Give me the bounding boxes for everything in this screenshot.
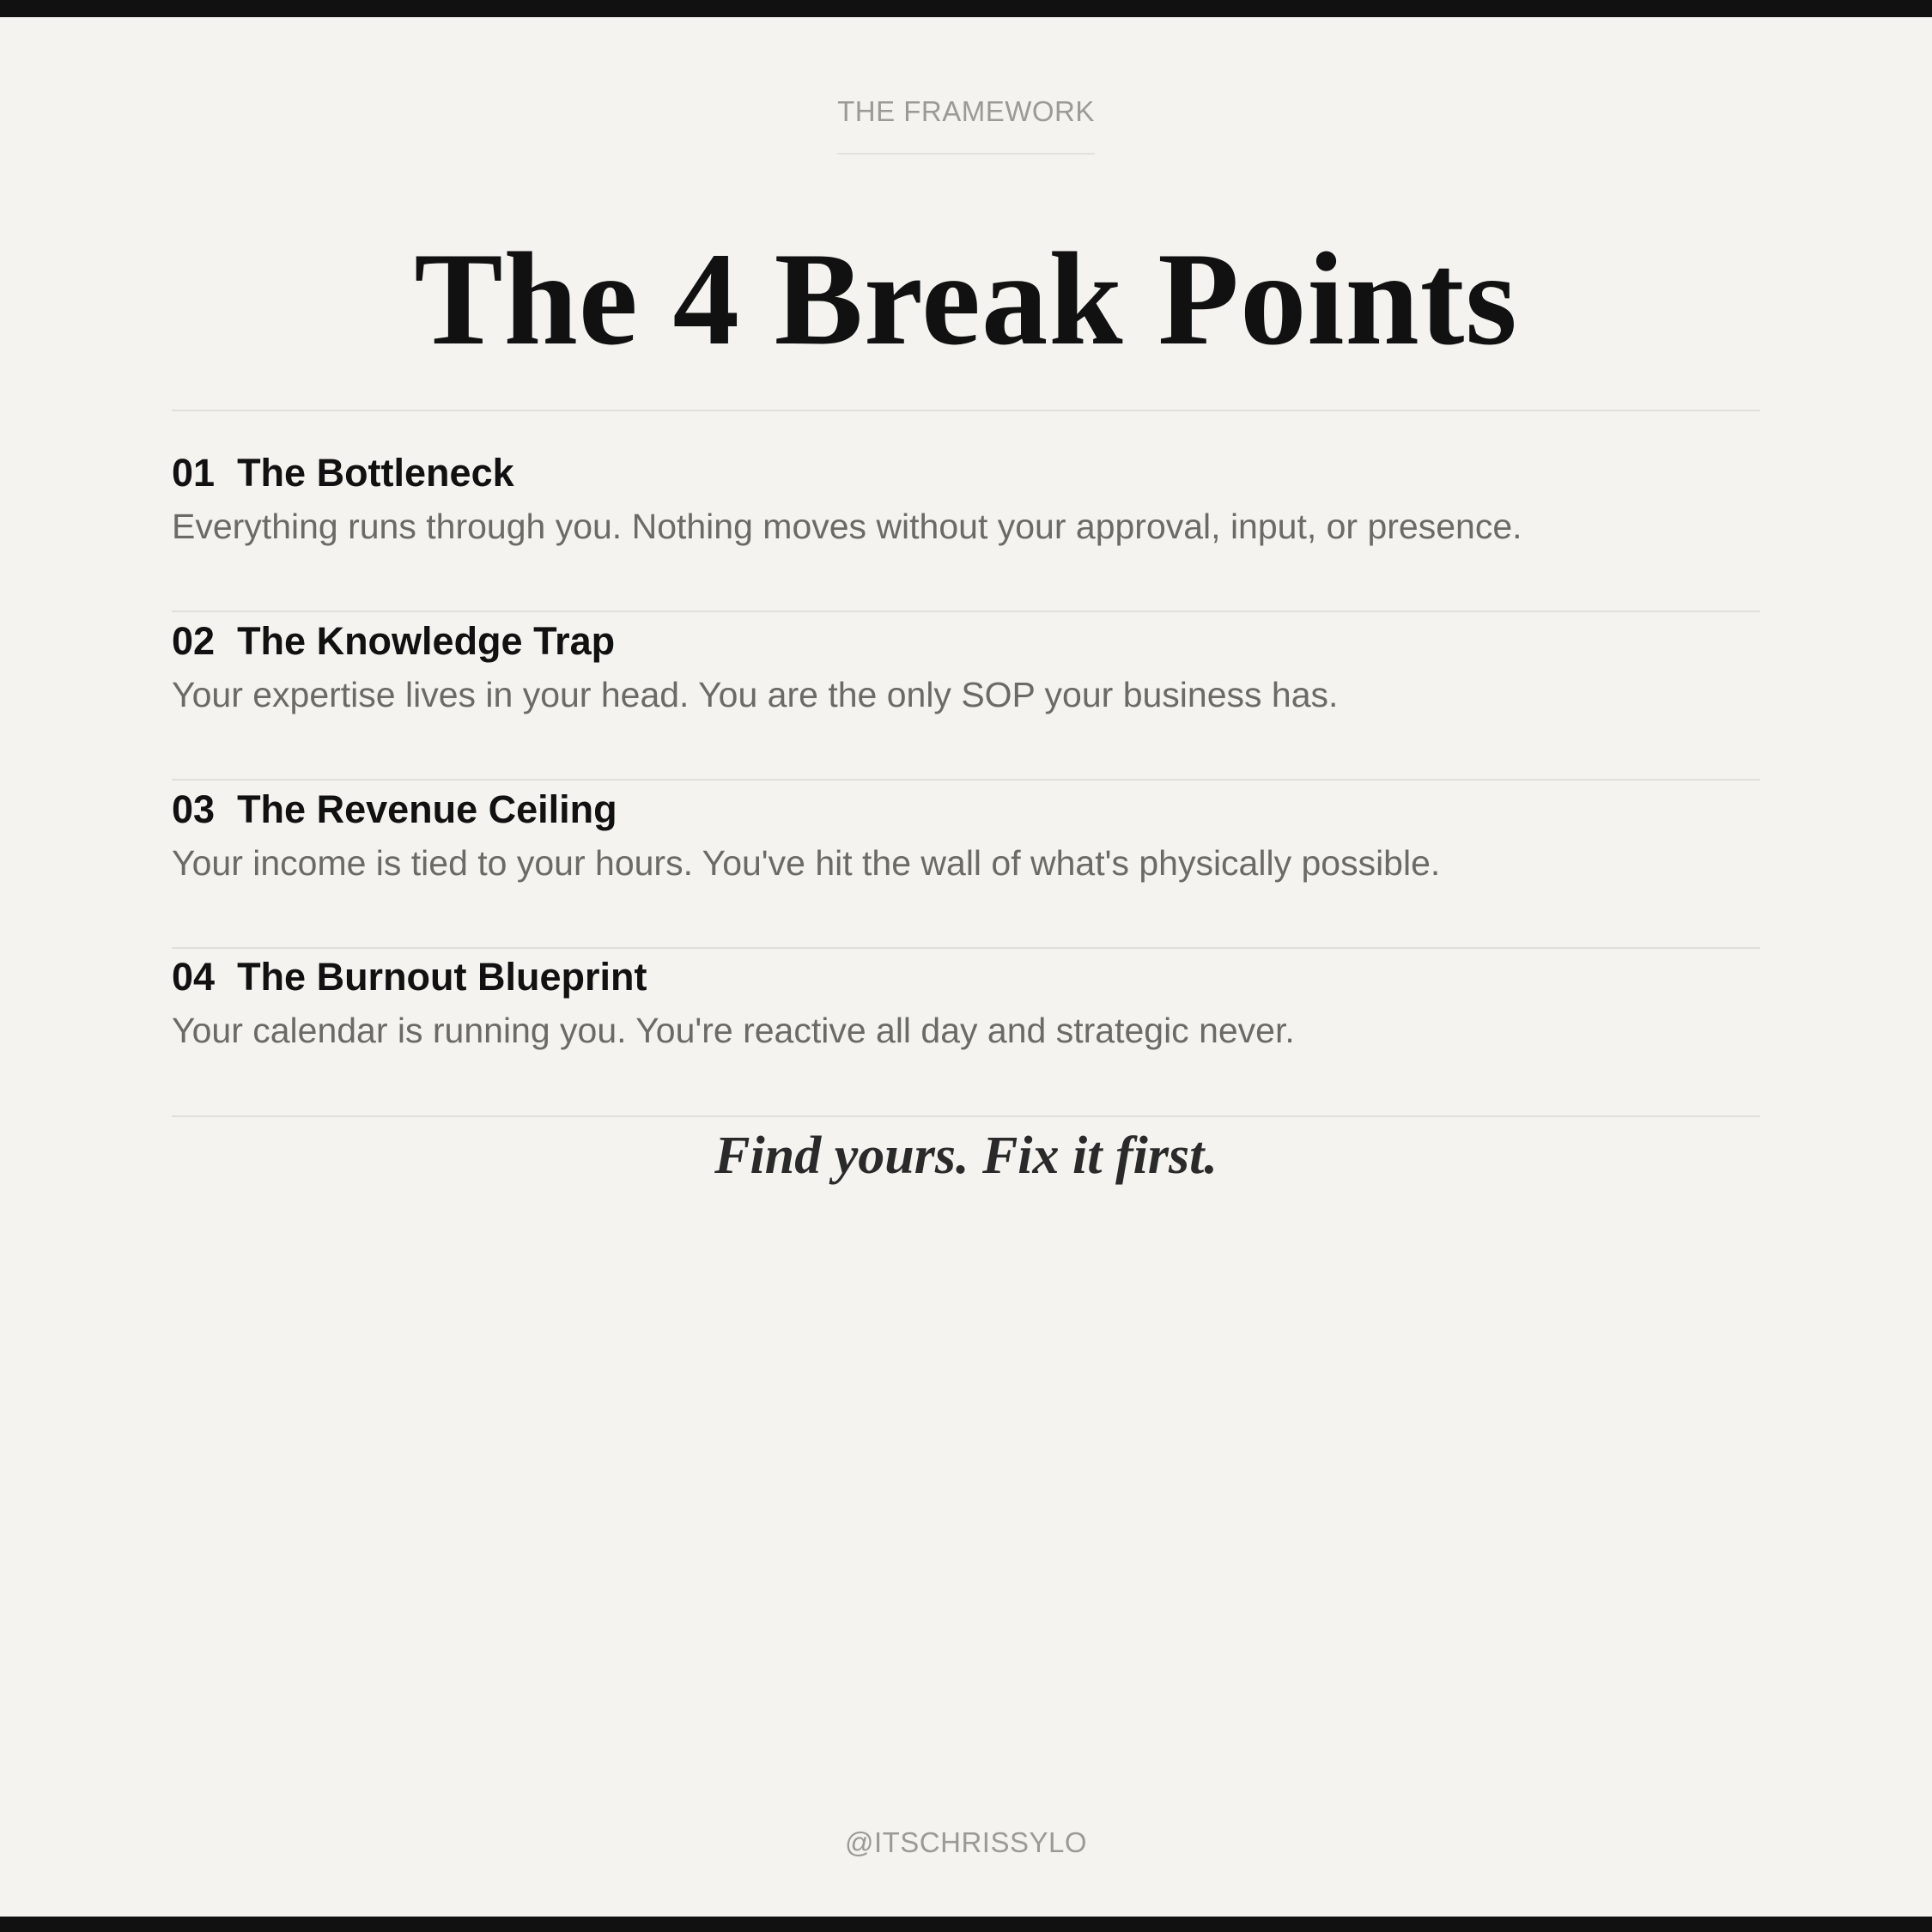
- divider-top: [172, 410, 1760, 411]
- break-point-heading: [172, 450, 1760, 496]
- author-handle: @ITSCHRISSYLO: [844, 1826, 1088, 1858]
- divider-2: [172, 779, 1760, 781]
- divider-bottom: [172, 1115, 1760, 1117]
- break-point-heading: [172, 787, 1760, 833]
- divider-1: [172, 611, 1760, 612]
- tagline: Find yours. Fix it first.: [714, 1127, 1218, 1185]
- bottom-frame-bar: [0, 1917, 1932, 1932]
- eyebrow-underline: [837, 153, 1095, 155]
- break-point-name: The Bottleneck: [237, 451, 514, 495]
- break-point-number: 01: [172, 451, 216, 495]
- break-point-number: 03: [172, 787, 216, 831]
- break-point-heading: [172, 618, 1760, 665]
- break-point-item-2: [172, 618, 1760, 716]
- break-point-number: 02: [172, 619, 216, 663]
- break-point-description: Everything runs through you. Nothing moves without your approval, input, or presence.: [172, 507, 1522, 546]
- break-point-item-4: [172, 954, 1760, 1052]
- break-point-description: Your income is tied to your hours. You've hit the wall of what's physically possible.: [172, 843, 1441, 883]
- break-point-item-3: [172, 787, 1760, 884]
- break-point-name: The Knowledge Trap: [237, 619, 616, 663]
- break-point-name: The Revenue Ceiling: [237, 787, 617, 831]
- break-point-number: 04: [172, 955, 216, 999]
- break-point-name: The Burnout Blueprint: [237, 955, 647, 999]
- break-point-heading: [172, 954, 1760, 1000]
- break-point-description: Your calendar is running you. You're reactive all day and strategic never.: [172, 1011, 1295, 1050]
- break-point-item-1: [172, 450, 1760, 548]
- section-eyebrow: THE FRAMEWORK: [837, 95, 1095, 127]
- divider-3: [172, 947, 1760, 949]
- break-point-description: Your expertise lives in your head. You are the only SOP your business has.: [172, 675, 1339, 714]
- page-title: The 4 Break Points: [414, 225, 1518, 373]
- top-frame-bar: [0, 0, 1932, 17]
